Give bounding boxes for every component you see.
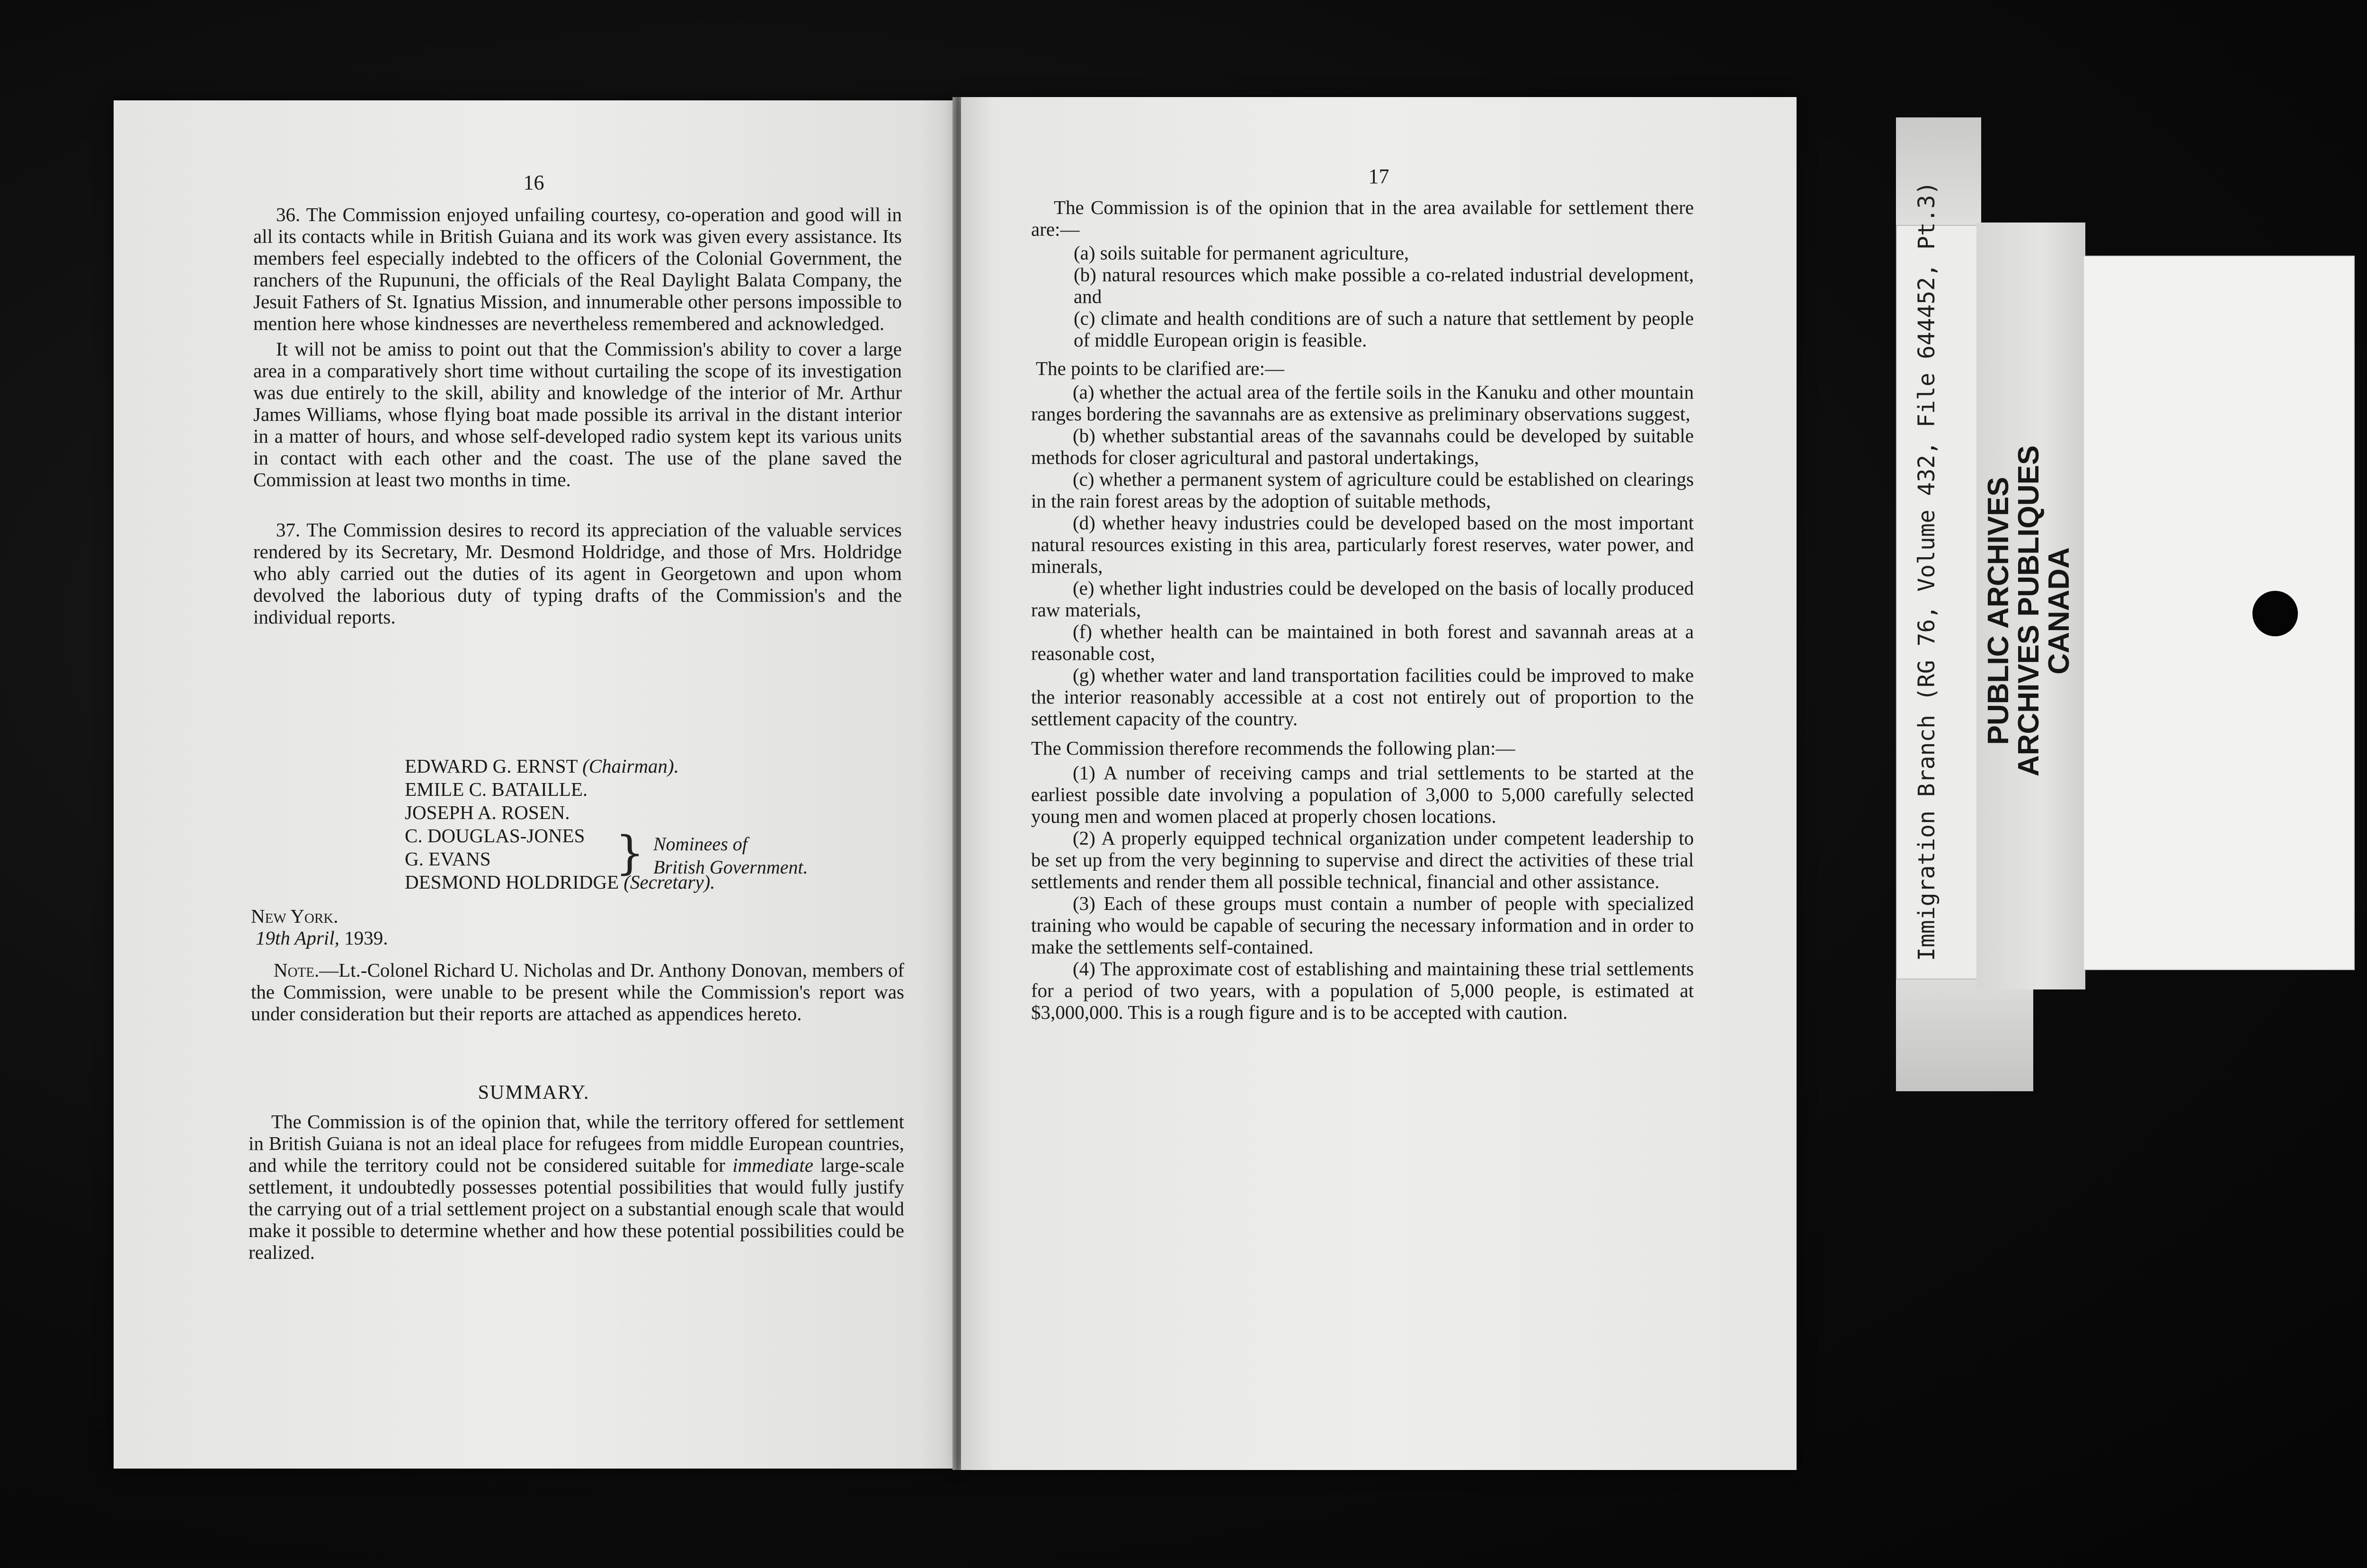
list-item-text: whether health can be maintained in both forest and savannah areas at a reasonable cost, <box>1031 621 1694 664</box>
punch-hole <box>2252 591 2298 636</box>
list-item-label: (b) <box>1074 264 1096 285</box>
opinion-item <box>1074 264 1694 307</box>
stamp-line-1: PUBLIC ARCHIVES <box>1982 477 2015 745</box>
points-item <box>1031 425 1694 468</box>
plan-item <box>1031 827 1694 892</box>
list-item-label: (c) <box>1073 468 1095 490</box>
note-label: Note. <box>274 959 320 981</box>
signature-ernst-role: (Chairman). <box>582 755 679 777</box>
list-item-text: whether the actual area of the fertile soils in the Kanuku and other mountain ranges bordering the savannahs are as extensive as preliminary observations suggest, <box>1031 381 1694 425</box>
nominees-line-1: Nominees of <box>653 833 747 855</box>
page-number-left: 16 <box>523 171 544 194</box>
list-item-text: whether light industries could be developed on the basis of locally produced raw materials, <box>1031 577 1694 621</box>
list-item-label: (g) <box>1073 664 1095 686</box>
opinion-item <box>1074 307 1694 351</box>
date-year: 1939. <box>344 927 388 949</box>
note-paragraph <box>251 959 904 1025</box>
list-item-label: (2) <box>1073 827 1095 849</box>
place-line: New York. <box>251 905 338 927</box>
date-line <box>256 927 904 949</box>
signature-ernst-name: EDWARD G. ERNST <box>405 755 578 777</box>
points-item <box>1031 621 1694 664</box>
points-item <box>1031 577 1694 621</box>
plan-list <box>1031 762 1694 1023</box>
signature-holdridge-name: DESMOND HOLDRIDGE <box>405 871 619 893</box>
plan-item <box>1031 958 1694 1023</box>
signature-holdridge-role: (Secretary). <box>623 871 715 893</box>
list-item-label: (c) <box>1074 307 1095 329</box>
points-item <box>1031 512 1694 577</box>
list-item-text: whether a permanent system of agriculture could be established on clearings in the rain forest areas by the adoption of suitable methods, <box>1031 468 1694 512</box>
stamp-line-3: CANADA <box>2043 547 2075 675</box>
archive-tag-bottom-strip <box>1896 978 2033 1091</box>
plan-intro: The Commission therefore recommends the following plan:— <box>1031 737 1515 759</box>
list-item-text: whether heavy industries could be developed based on the most important natural resources existing in this area, particularly forest reserves, water power, and minerals, <box>1031 512 1694 577</box>
stamp-line-2: ARCHIVES PUBLIQUES <box>2012 445 2045 776</box>
points-intro: The points to be clarified are:— <box>1036 357 1284 379</box>
signature-douglas-jones: C. DOUGLAS-JONES <box>405 825 585 846</box>
summary-heading: SUMMARY. <box>478 1082 590 1104</box>
list-item-label: (e) <box>1073 577 1095 599</box>
opinion-item <box>1074 242 1694 264</box>
list-item-label: (a) <box>1074 242 1095 264</box>
nominees-annotation <box>653 832 808 879</box>
signature-rosen: JOSEPH A. ROSEN. <box>405 802 570 823</box>
paragraph-36: 36. The Commission enjoyed unfailing courtesy, co-operation and good will in all its contacts while in British Guiana and its work was given every assistance. Its members feel especially indebted to the officers of the Colonial Government, the ranchers of the Rupununi, the officials of the Real Daylight Balata Company, the Jesuit Fathers of St. Ignatius Mission, and innumerable other persons impossible to mention here whose kindnesses are nevertheless remembered and acknowledged. <box>253 204 902 334</box>
plan-item <box>1031 892 1694 958</box>
archive-stamp <box>1984 445 2074 776</box>
list-item-label: (f) <box>1073 621 1092 642</box>
nominees-line-2: British Government. <box>653 856 808 878</box>
left-page <box>114 100 954 1469</box>
summary-part-1: The Commission is of the opinion that, while the territory offered for settlement in British Guiana is not an ideal place for refugees from middle European countries, and while the territory could not be considered suitable for <box>249 1111 904 1176</box>
right-page <box>961 97 1797 1470</box>
summary-emphasis: immediate <box>732 1154 813 1176</box>
paragraph-37: 37. The Commission desires to record its appreciation of the valuable services rendered by its Secretary, Mr. Desmond Holdridge, and those of Mrs. Holdridge who ably carried out the duties of its agent in Georgetown and upon whom devolved the laborious duty of typing drafts of the Commission's and the individual reports. <box>253 519 902 628</box>
list-item-label: (4) <box>1073 958 1095 980</box>
archive-file-reference: Immigration Branch (RG 76, Volume 432, File 644452, Pt.3) <box>1913 181 1940 961</box>
page-number-right: 17 <box>1368 165 1389 188</box>
points-item <box>1031 664 1694 730</box>
list-item-text: A properly equipped technical organization under competent leadership to be set up from the very beginning to supervise and direct the activities of these trial settlements and render them all possible technical, financial and other assistance. <box>1031 827 1694 892</box>
opinion-intro: The Commission is of the opinion that in the area available for settlement there are:— <box>1031 196 1694 240</box>
list-item-label: (3) <box>1073 892 1095 914</box>
nominee-brace: } <box>615 827 645 880</box>
plan-item <box>1031 762 1694 827</box>
paragraph-36-continued: It will not be amiss to point out that the Commission's ability to cover a large area in a comparatively short time without curtailing the scope of its investigation was due entirely to the skill, ability and knowledge of the interior of Mr. Arthur James Williams, whose flying boat made possible its arrival in the distant interior in a matter of hours, and whose self-developed radio system kept its various units in contact with each other and the coast. The use of the plane saved the Commission at least two months in time. <box>253 338 902 490</box>
list-item-text: soils suitable for permanent agriculture, <box>1100 242 1409 264</box>
signature-ernst <box>405 755 925 778</box>
signature-bataille: EMILE C. BATAILLE. <box>405 778 588 800</box>
list-item-text: climate and health conditions are of such a nature that settlement by people of middle European origin is feasible. <box>1074 307 1694 351</box>
summary-paragraph <box>249 1111 904 1263</box>
list-item-label: (a) <box>1073 381 1095 403</box>
list-item-text: A number of receiving camps and trial settlements to be started at the earliest possible date involving a population of 3,000 to 5,000 carefully selected young men and women placed at properly chosen locations. <box>1031 762 1694 827</box>
list-item-text: natural resources which make possible a co-related industrial development, and <box>1074 264 1694 307</box>
list-item-label: (d) <box>1073 512 1095 534</box>
left-page-body-bottom <box>251 905 904 1025</box>
list-item-text: whether water and land transportation facilities could be improved to make the interior reasonably accessible at a cost not entirely out of proportion to the settlement capacity of the country. <box>1031 664 1694 730</box>
summary-body <box>249 1111 904 1263</box>
list-item-text: whether substantial areas of the savannahs could be developed by suitable methods for closer agricultural and pastoral undertakings, <box>1031 425 1694 468</box>
right-page-body <box>1031 196 1694 1023</box>
date-day: 19th April, <box>256 927 339 949</box>
list-item-label: (1) <box>1073 762 1095 784</box>
archive-tag-card <box>2083 256 2355 970</box>
opinion-list <box>1074 242 1694 351</box>
summary-part-2: large-scale settlement, it undoubtedly possesses potential possibilities that would fully justify the carrying out of a trial settlement project on a substantial enough scale that would make it possible to determine whether and how these potential possibilities could be realized. <box>249 1154 905 1263</box>
points-item <box>1031 468 1694 512</box>
signature-evans: G. EVANS <box>405 848 491 870</box>
list-item-label: (b) <box>1073 425 1095 446</box>
list-item-text: Each of these groups must contain a number of people with specialized training who would be capable of securing the necessary information and in order to make the settlements self-contained. <box>1031 892 1694 958</box>
list-item-text: The approximate cost of establishing and maintaining these trial settlements for a period of two years, with a population of 5,000 people, is estimated at $3,000,000. This is a rough figure and is to be accepted with caution. <box>1031 958 1694 1023</box>
left-page-body-top <box>253 204 902 628</box>
points-item <box>1031 381 1694 425</box>
points-list <box>1031 381 1694 730</box>
note-text: —Lt.-Colonel Richard U. Nicholas and Dr. Anthony Donovan, members of the Commission, were unable to be present while the Commission's report was under consideration but their reports are attached as appendices hereto. <box>251 959 904 1025</box>
